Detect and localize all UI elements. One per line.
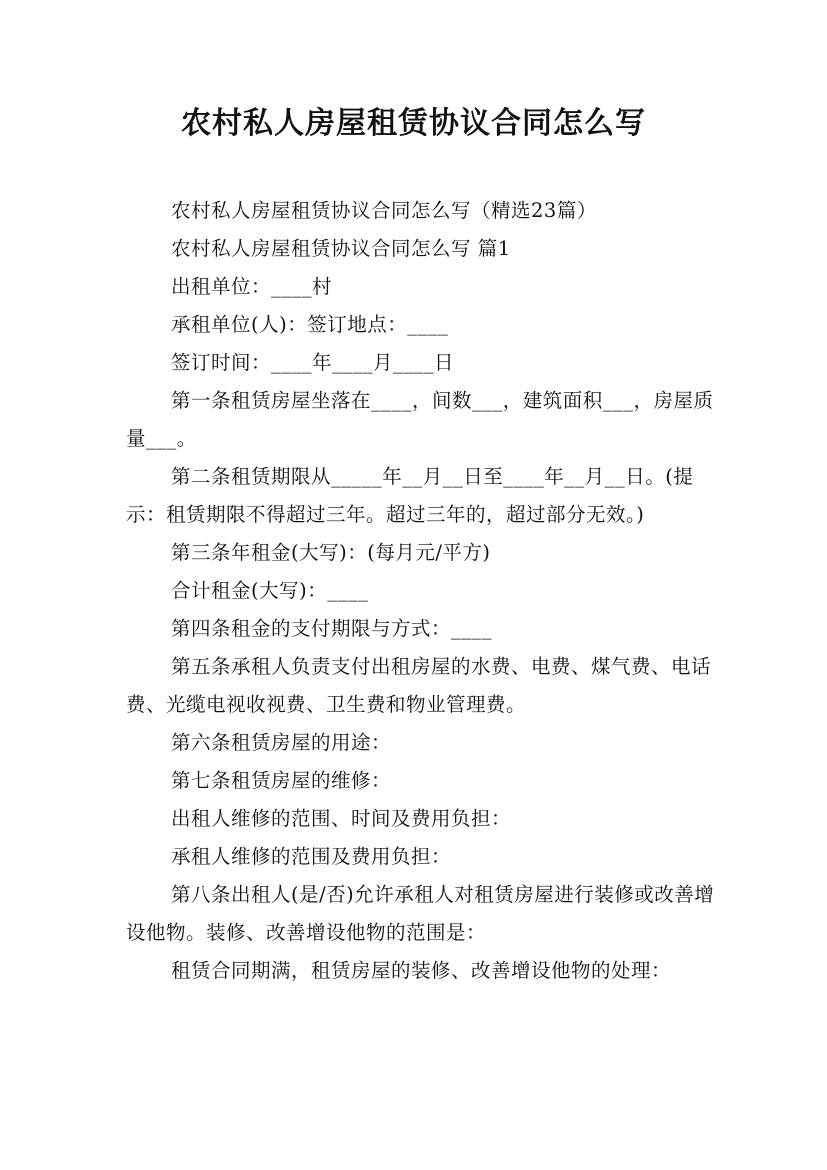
- paragraph: 第一条租赁房屋坐落在____，间数___，建筑面积___，房屋质量___。: [126, 389, 714, 450]
- paragraph: 第二条租赁期限从_____年__月__日至____年__月__日。(提示：租赁期限不得超过三年。超过三年的，超过部分无效。): [126, 465, 694, 526]
- paragraph: 第七条租赁房屋的维修：: [171, 769, 392, 792]
- paragraph: 合计租金(大写)：____: [171, 579, 369, 602]
- document-title: 农村私人房屋租赁协议合同怎么写: [181, 106, 646, 141]
- paragraph: 出租单位：____村: [171, 275, 333, 298]
- paragraph: 第六条租赁房屋的用途：: [171, 731, 392, 754]
- paragraph: 第八条出租人(是/否)允许承租人对租赁房屋进行装修或改善增设他物。装修、改善增设他物的范围是：: [126, 883, 715, 944]
- paragraph: 农村私人房屋租赁协议合同怎么写（精选23篇）: [171, 199, 597, 222]
- paragraph: 出租人维修的范围、时间及费用负担：: [171, 807, 512, 830]
- paragraph: 承租单位(人)：签订地点：____: [171, 313, 449, 336]
- paragraph: 租赁合同期满，租赁房屋的装修、改善增设他物的处理：: [171, 959, 672, 982]
- paragraph: 第三条年租金(大写)：(每月元/平方): [171, 541, 491, 564]
- paragraph: 第五条承租人负责支付出租房屋的水费、电费、煤气费、电话费、光缆电视收视费、卫生费和物业管理费。: [126, 655, 712, 716]
- paragraph: 农村私人房屋租赁协议合同怎么写 篇1: [171, 237, 511, 260]
- paragraph: 第四条租金的支付期限与方式：____: [171, 617, 493, 640]
- document-body: [126, 192, 716, 990]
- paragraph: 承租人维修的范围及费用负担：: [171, 845, 452, 868]
- paragraph: 签订时间：____年____月____日: [171, 351, 455, 374]
